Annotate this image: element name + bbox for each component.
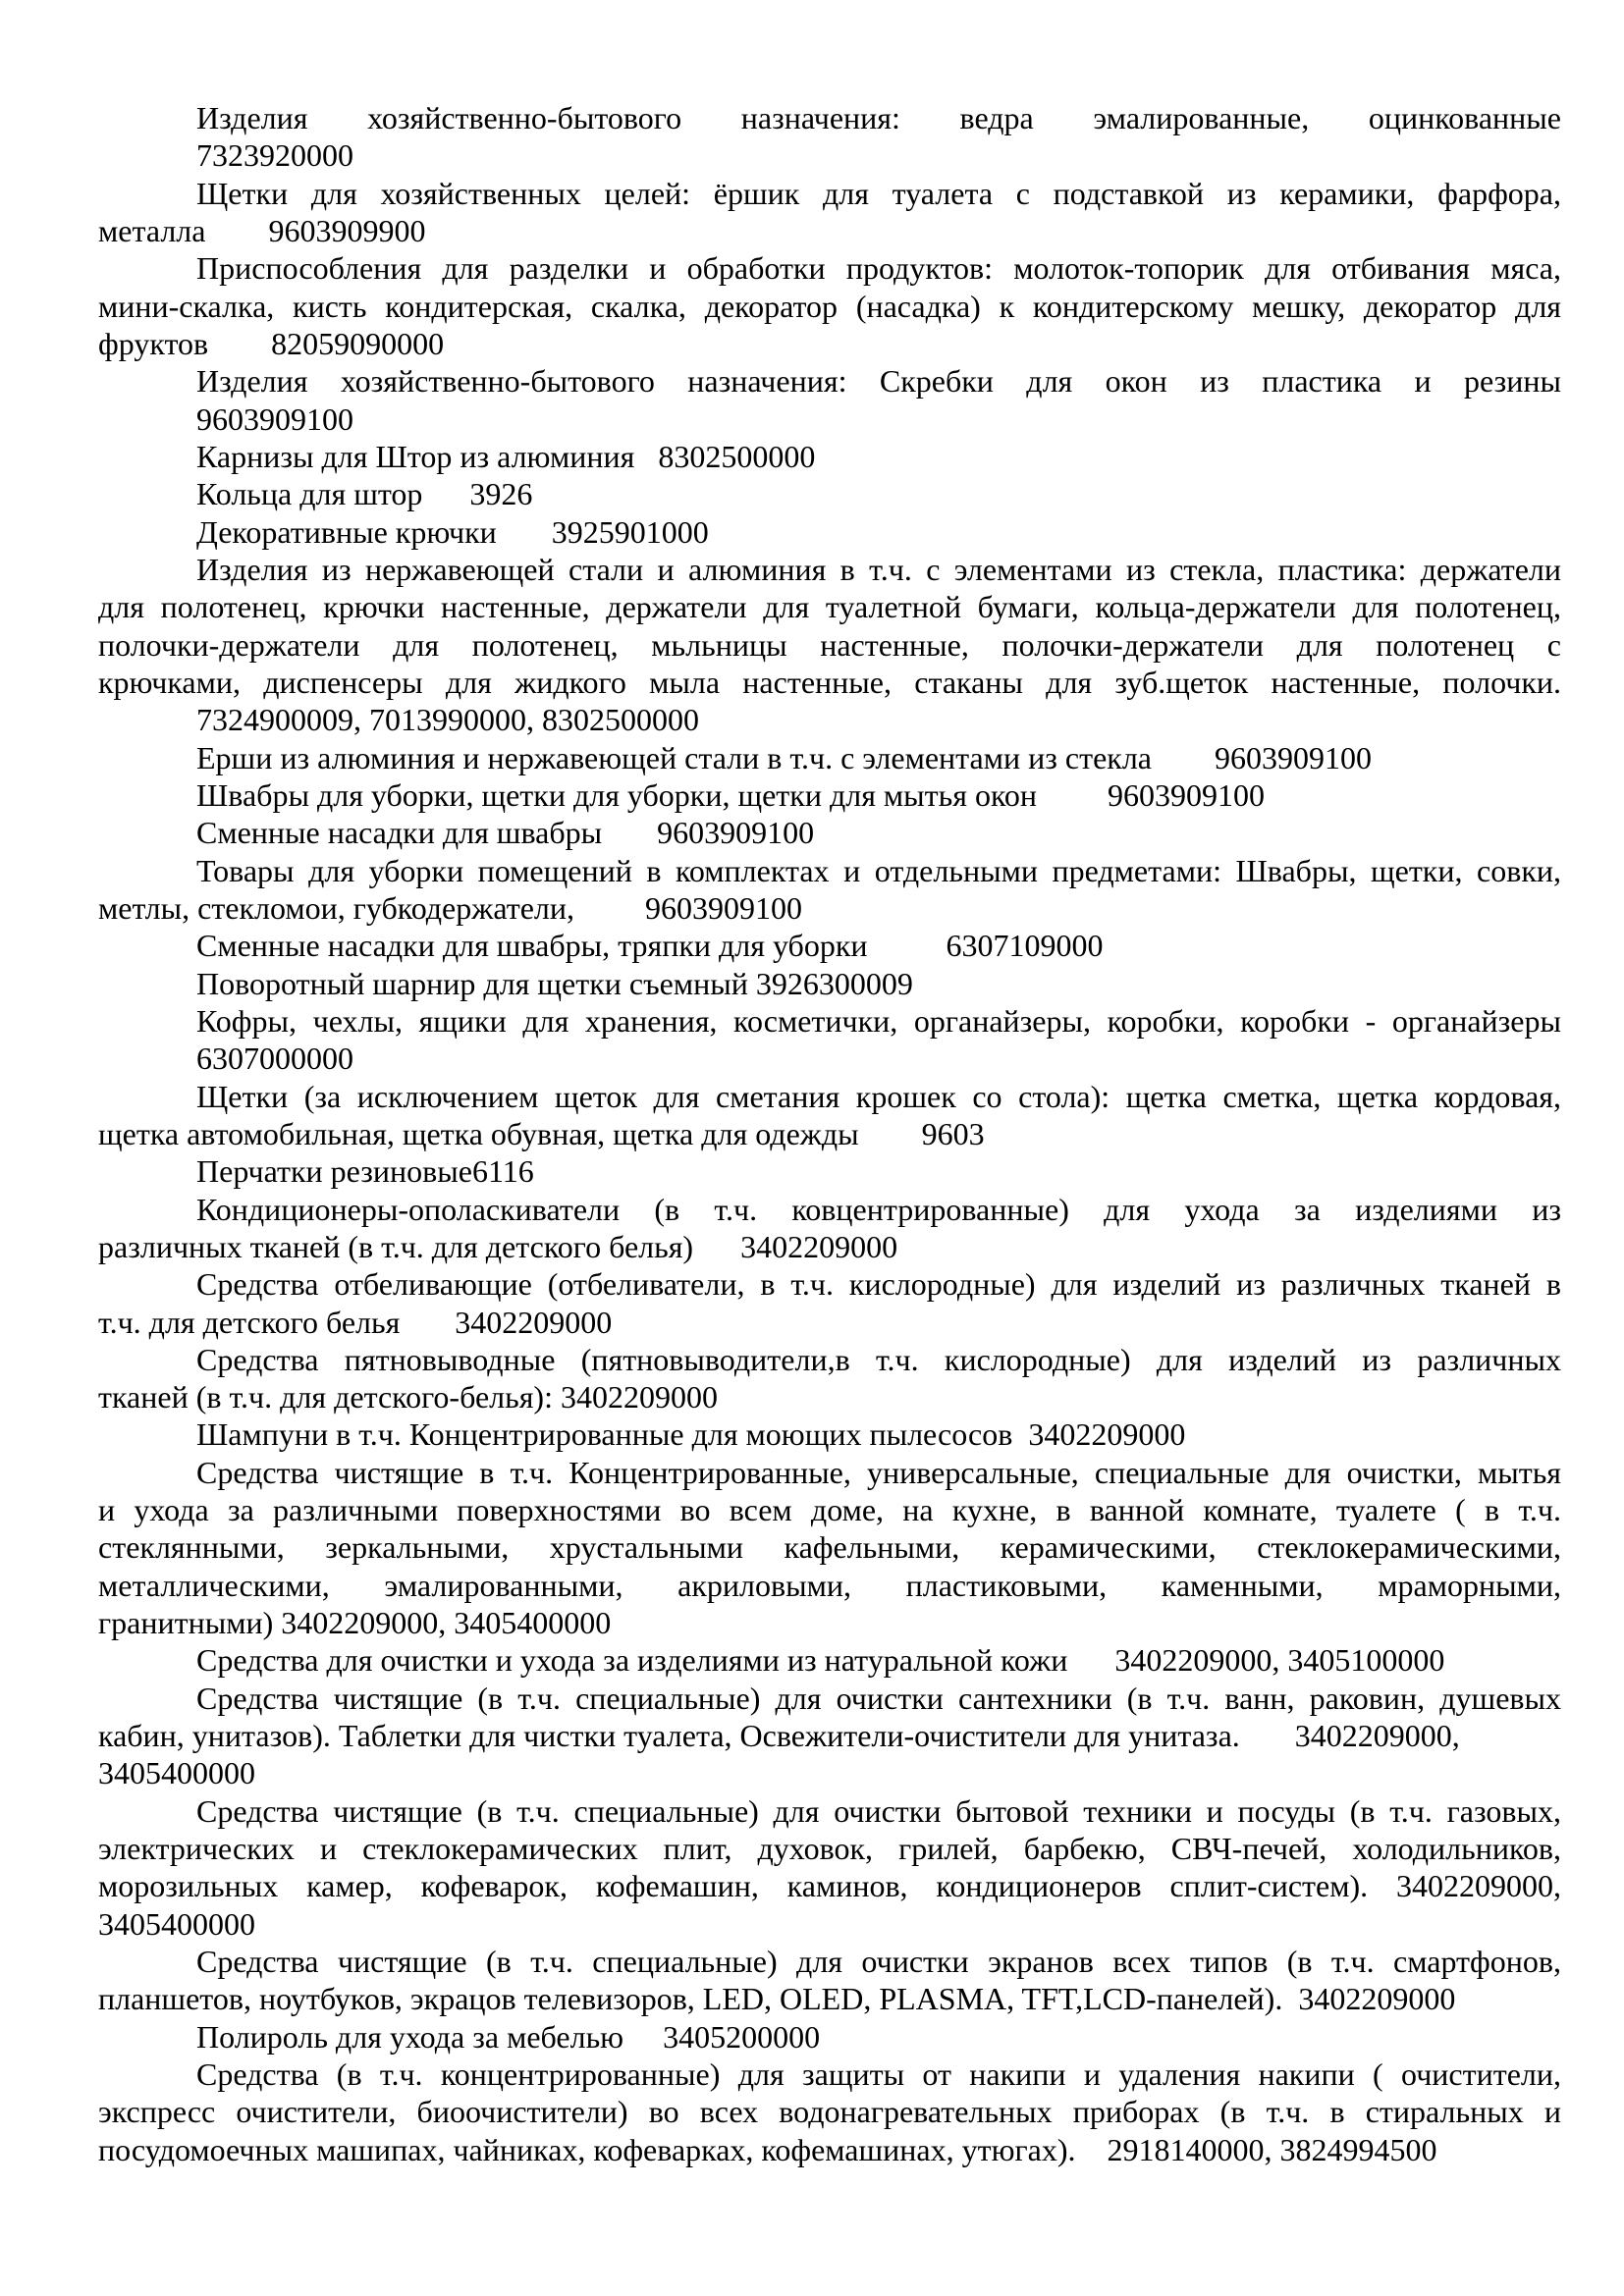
text-line: Перчатки резиновые6116 — [196, 1153, 534, 1190]
text-line: Средства (в т.ч. концентрированные) для защиты от накипи и удаления накипи ( очистители, — [196, 2056, 1561, 2093]
text-line: 7323920000 — [196, 137, 353, 174]
text-line: Кольца для штор 3926 — [196, 476, 533, 512]
text-line: Полироль для ухода за мебелью 3405200000 — [196, 2018, 821, 2055]
text-line: Изделия из нержавеющей стали и алюминия в т.ч. с элементами из стекла, пластика: держатели — [196, 551, 1561, 587]
text-line: металла 9603909900 — [98, 212, 426, 248]
text-line: метлы, стекломои, губкодержатели, 9603909100 — [98, 889, 803, 926]
text-line: стеклянными, зеркальными, хрустальными кафельными, керамическими, стеклокерамическими, — [98, 1529, 1561, 1566]
text-line: 6307000000 — [196, 1041, 353, 1077]
text-line: Щетки для хозяйственных целей: ёршик для туалета с подставкой из керамики, фарфора, — [196, 175, 1561, 211]
text-line: Средства чистящие (в т.ч. специальные) для очистки сантехники (в т.ч. ванн, раковин, душевых — [196, 1680, 1561, 1716]
text-line: 7324900009, 7013990000, 8302500000 — [196, 702, 699, 738]
text-line: Кондиционеры-ополаскиватели (в т.ч. ковцентрированные) для ухода за изделиями из — [196, 1191, 1561, 1227]
text-line: Ерши из алюминия и нержавеющей стали в т.ч. с элементами из стекла 9603909100 — [196, 739, 1372, 775]
text-line: Щетки (за исключением щеток для сметания крошек со стола): щетка сметка, щетка кордовая, — [196, 1078, 1561, 1114]
text-line: для полотенец, крючки настенные, держатели для туалетной бумаги, кольца-держатели для полотенец, — [98, 589, 1561, 625]
text-line: Изделия хозяйственно-бытового назначения: Скребки для окон из пластика и резины — [196, 363, 1561, 400]
text-line: 9603909100 — [196, 400, 353, 437]
text-line: 3405400000 — [98, 1905, 255, 1942]
text-line: Изделия хозяйственно-бытового назначения: ведра эмалированные, оцинкованные — [196, 100, 1561, 135]
text-line: Средства для очистки и ухода за изделиями из натуральной кожи 3402209000, 3405100000 — [196, 1642, 1445, 1679]
text-line: крючками, диспенсеры для жидкого мыла настенные, стаканы для зуб.щеток настенные, полочки. — [98, 664, 1561, 700]
document-page — [98, 99, 1561, 2168]
text-line: 3405400000 — [98, 1755, 255, 1791]
text-line: и ухода за различными поверхностями во всем доме, на кухне, в ванной комнате, туалете ( в т.ч. — [98, 1492, 1561, 1528]
text-line: тканей (в т.ч. для детского-белья): 3402209000 — [98, 1379, 718, 1415]
text-line: Сменные насадки для швабры 9603909100 — [196, 815, 815, 851]
text-line: гранитными) 3402209000, 3405400000 — [98, 1605, 612, 1641]
text-line: кабин, унитазов). Таблетки для чистки туалета, Освежители-очистители для унитаза. 3402209000, — [98, 1718, 1460, 1754]
text-line: морозильных камер, кофеварок, кофемашин, каминов, кондиционеров сплит-систем). 3402209000, — [98, 1868, 1561, 1904]
text-line: Карнизы для Штор из алюминия 8302500000 — [196, 438, 816, 474]
text-line: Средства чистящие в т.ч. Концентрированные, универсальные, специальные для очистки, мытья — [196, 1454, 1561, 1490]
text-line: щетка автомобильная, щетка обувная, щетка для одежды 9603 — [98, 1115, 985, 1151]
text-line: мини-скалка, кисть кондитерская, скалка, декоратор (насадка) к кондитерскому мешку, декоратор для — [98, 288, 1561, 324]
text-line: полочки-держатели для полотенец, мьльницы настенные, полочки-держатели для полотенец с — [98, 626, 1561, 663]
text-line: Швабры для уборки, щетки для уборки, щетки для мытья окон 9603909100 — [196, 776, 1266, 813]
text-line: Средства чистящие (в т.ч. специальные) для очистки экранов всех типов (в т.ч. смартфонов, — [196, 1944, 1561, 1980]
text-line: различных тканей (в т.ч. для детского белья) 3402209000 — [98, 1228, 898, 1264]
text-line: электрических и стеклокерамических плит, духовок, грилей, барбекю, СВЧ-печей, холодильников, — [98, 1831, 1561, 1867]
text-line: металлическими, эмалированными, акриловыми, пластиковыми, каменными, мраморными, — [98, 1567, 1561, 1603]
text-line: Шампуни в т.ч. Концентрированные для моющих пылесосов 3402209000 — [196, 1416, 1186, 1453]
text-line: фруктов 82059090000 — [98, 325, 445, 361]
text-line: Поворотный шарнир для щетки съемный 3926300009 — [196, 965, 913, 1001]
text-line: Средства пятновыводные (пятновыводители,в т.ч. кислородные) для изделий из различных — [196, 1341, 1561, 1377]
text-line: Товары для уборки помещений в комплектах и отдельными предметами: Швабры, щетки, совки, — [196, 852, 1561, 888]
text-line: Декоративные крючки 3925901000 — [196, 513, 709, 550]
text-line: планшетов, ноутбуков, экрацов телевизоров, LED, OLED, PLASMA, TFT,LCD-панелей). 3402209000 — [98, 1981, 1456, 2017]
text-line: экспресс очистители, биоочистители) во всех водонагревательных приборах (в т.ч. в стиральных и — [98, 2094, 1561, 2130]
text-line: Кофры, чехлы, ящики для хранения, косметички, органайзеры, коробки, коробки - органайзеры — [196, 1002, 1561, 1039]
text-line: Сменные насадки для швабры, тряпки для уборки 6307109000 — [196, 928, 1104, 964]
text-line: Средства чистящие (в т.ч. специальные) для очистки бытовой техники и посуды (в т.ч. газовых, — [196, 1792, 1561, 1829]
text-line: Средства отбеливающие (отбеливатели, в т.ч. кислородные) для изделий из различных тканей в — [196, 1266, 1561, 1303]
text-line: т.ч. для детского белья 3402209000 — [98, 1304, 613, 1340]
text-line: посудомоечных машипах, чайниках, кофеварках, кофемашинах, утюгах). 2918140000, 3824994500 — [98, 2131, 1437, 2167]
text-line: Приспособления для разделки и обработки продуктов: молоток-топорик для отбивания мяса, — [196, 250, 1561, 287]
